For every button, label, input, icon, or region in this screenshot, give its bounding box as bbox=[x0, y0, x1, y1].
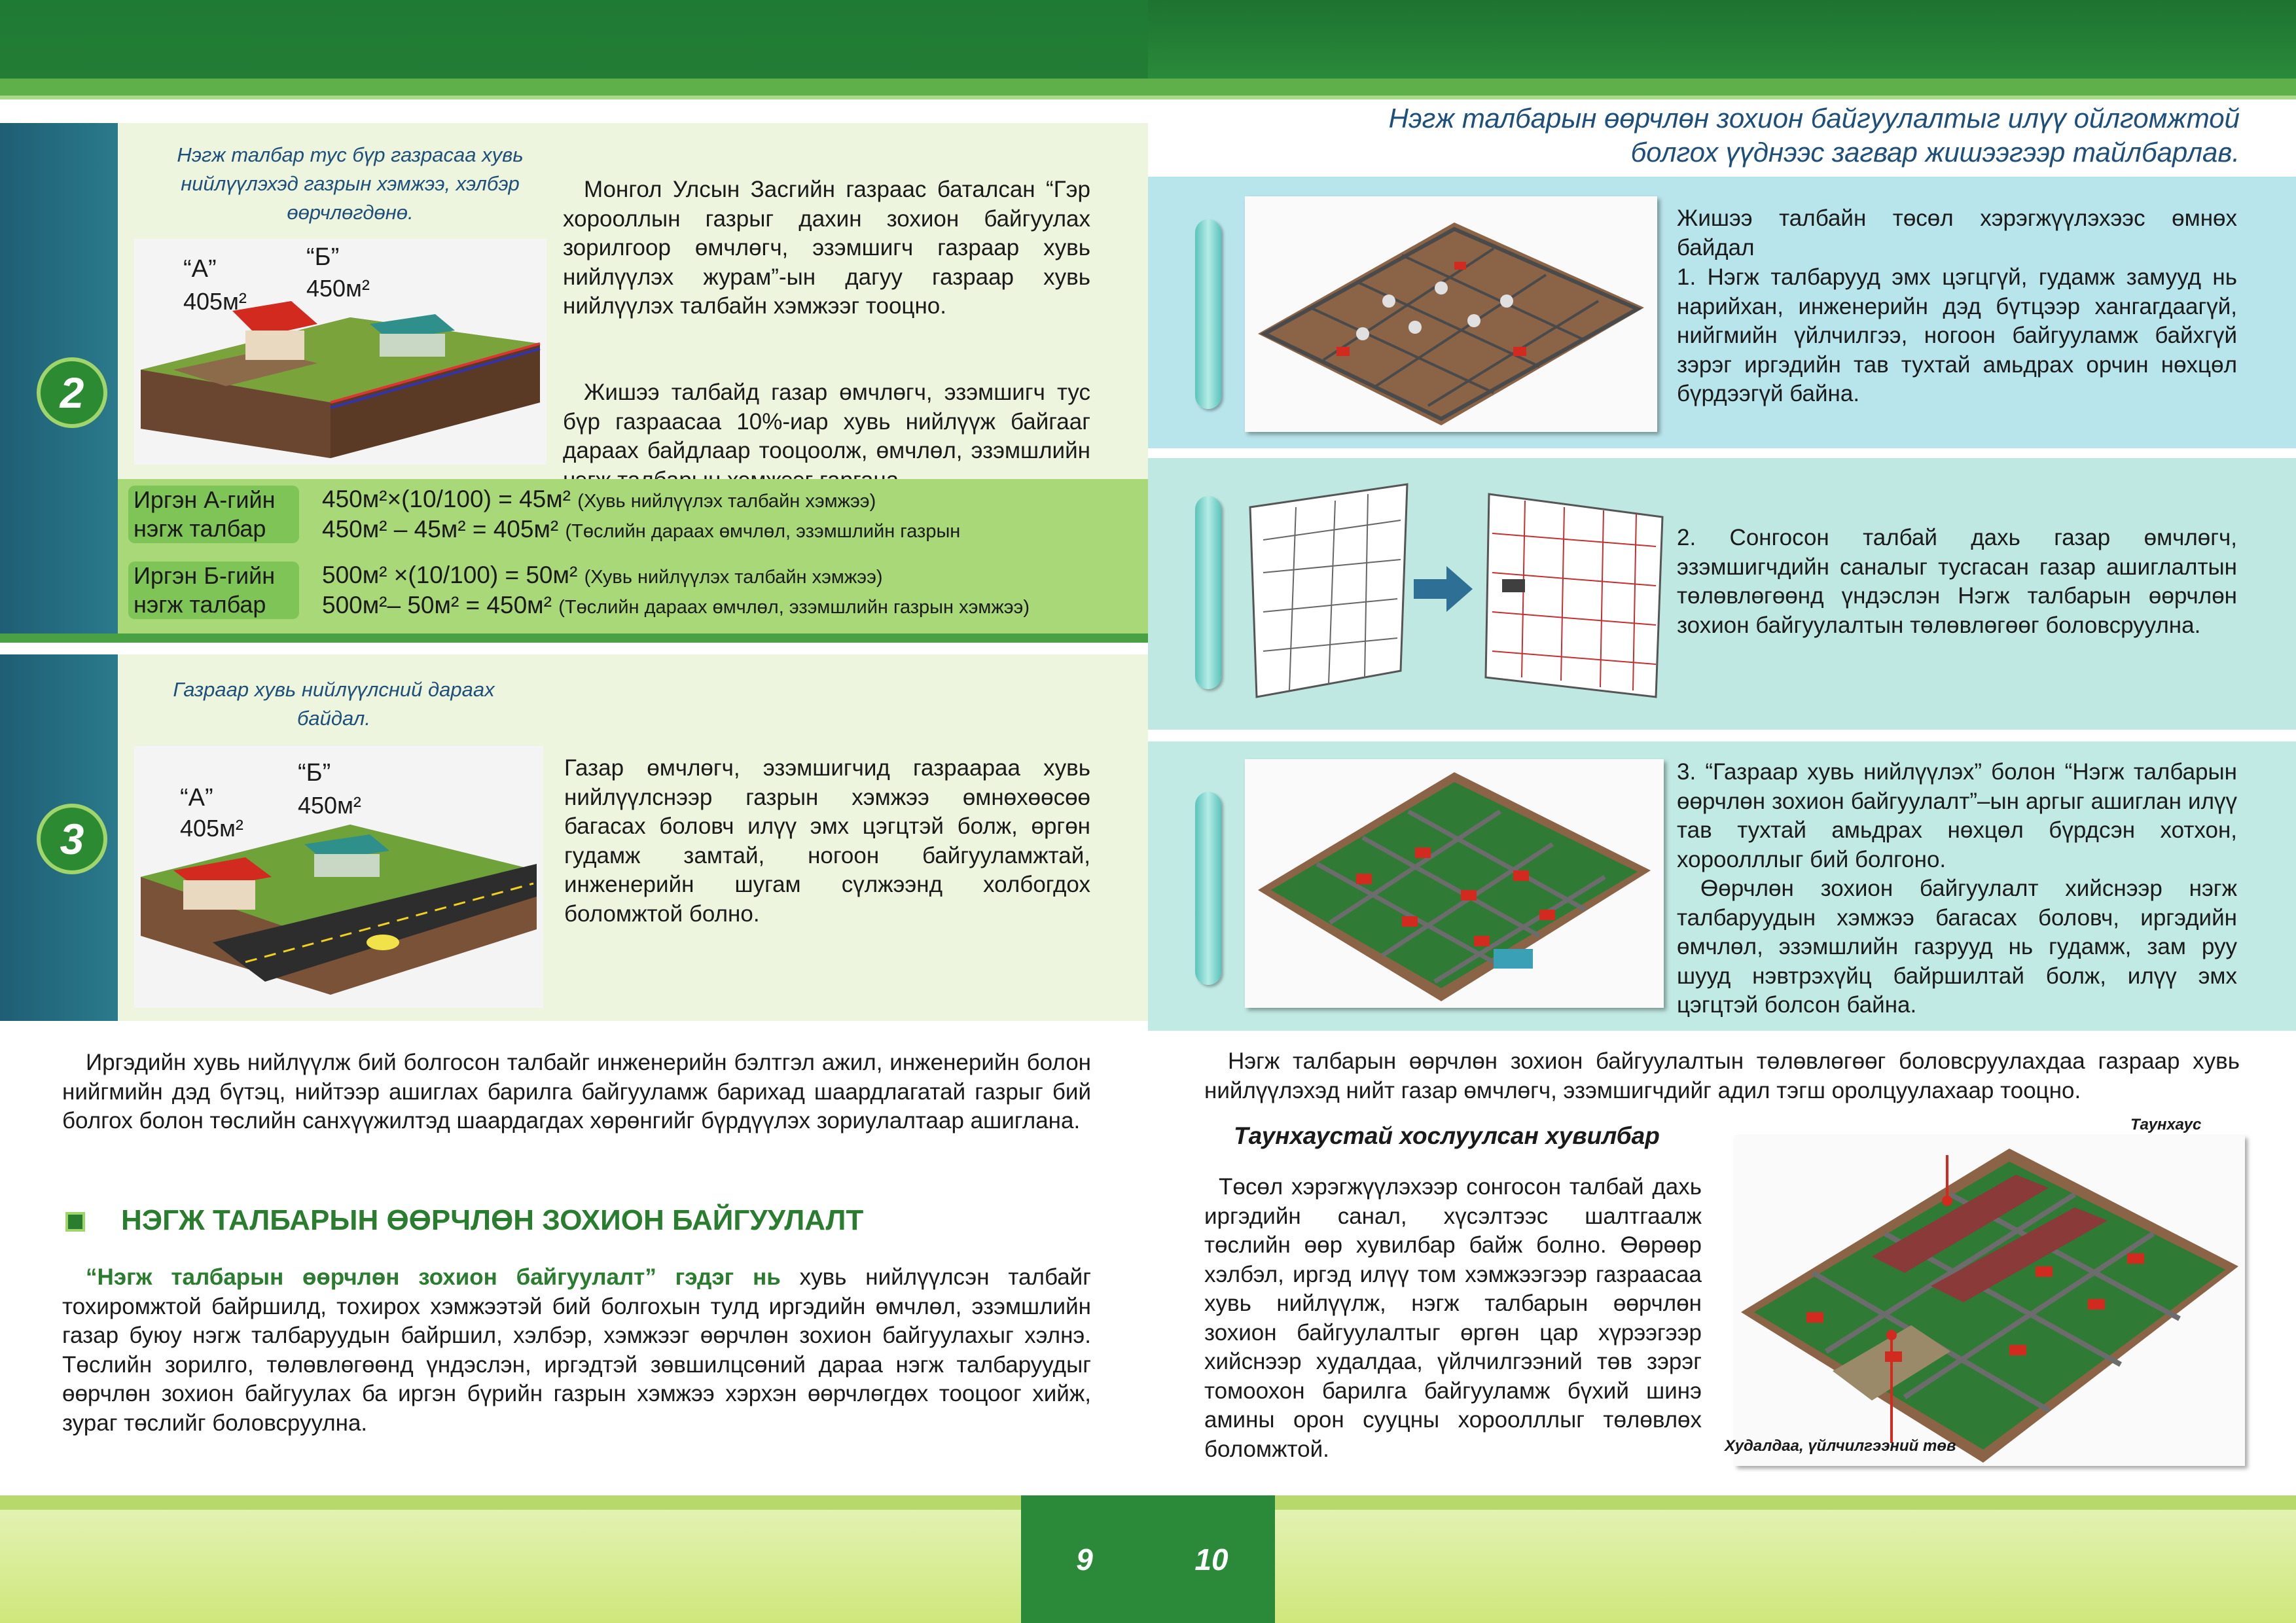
after-label-b: “Б” bbox=[298, 759, 331, 787]
top-accent-line bbox=[0, 79, 2296, 96]
definition-paragraph: “Нэгж талбарын өөрчлөн зохион байгуулалт” гэдэг нь хувь нийлүүлсэн талбайг тохиромжтой байршилд, тохирох хэмжээтэй бий болгохын тулд иргэдийн өмчлөл, эзэмшлийн газар буюу нэгж талбаруудын байршил, хэлбэр, хэмжээг өөрчлөн зохион байгуулахыг хэлнэ. Төслийн зорилго, төлөвлөгөөнд үндэслэн, иргэдтэй зөвшилцсөний дараа нэгж талбаруудыг өөрчлөн зохион байгуулах ба иргэн бүрийн газрын хэмжээ хэрхэн өөрчлөгдөх тооцоог хийж, зураг төслийг боловсруулна. bbox=[62, 1264, 1091, 1436]
step-3-text: 3. “Газраар хувь нийлүүлэх” болон “Нэгж талбарын өөрчлөн зохион байгуулалт”–ын аргыг ашиглан илүү тав тухтай амьдрах нөхцөл бүрдсэн хотхон, хороолллыг бий болгоно. bbox=[1677, 759, 2237, 872]
area-b: 450м² bbox=[306, 275, 370, 302]
after-label-a: “А” bbox=[180, 784, 213, 812]
section-2-paragraph-2: Жишээ талбайд газар өмчлөгч, эзэмшигч тус бүр газраасаа 10%-иар хувь нийлүүж байгааг дараах байдлаар тооцоолж, өмчлөл, эзэмшлийн bbox=[563, 380, 1090, 463]
step-1-title: Жишээ талбайн төсөл хэрэгжүүлэхээс өмнөх байдал bbox=[1677, 205, 2237, 260]
section-2-paragraph-1: Монгол Улсын Засгийн газраас баталсан “Гэр хорооллын газрыг дахин зохион байгуулах зорилгоор өмчлөгч, эзэмшигч газраар хувь нийлүүлэх журам”-ын дагуу газраар хувь нийлүүлэх талбайн хэмжээг тооцно. bbox=[563, 177, 1090, 319]
illustration-plan-transform bbox=[1244, 481, 1669, 710]
right-heading-line2: болгох үүднээс загвар жишээгээр тайлбарлав. bbox=[1630, 137, 2240, 168]
label-a: “А” bbox=[183, 255, 217, 283]
step-2-pill bbox=[1195, 496, 1221, 689]
section-divider bbox=[0, 633, 1148, 643]
townhouse-paragraph: Төсөл хэрэгжүүлэхээр сонгосон талбай дахь иргэдийн санал, хүсэлтээс шалтгаалж төслийн өөр хувилбар байж болно. Өөрөөр хэлбэл, иргэд илүү том хэмжээгээр газраасаа хувь нийлүүлж, нэгж талбарын өөрчлөн зохион байгуулалтыг өргөн цар хүрээгээр хийснээр худалдаа, үйлчилгээний төв зэрэг томоохон барилга байгууламж бүхий шинэ амины орон сууцны хороолллыг төлөвлөх боломжтой. bbox=[1204, 1174, 1702, 1462]
planning-paragraph: Нэгж талбарын өөрчлөн зохион байгуулалтын төлөвлөгөөг боловсруулахдаа газраар хувь нийлүүлэхэд нийт газар өмчлөгч, эзэмшигчдийг адил тэгш оролцуулахаар тооцно. bbox=[1204, 1048, 2240, 1103]
after-area-b: 450м² bbox=[298, 792, 361, 819]
section-3-paragraph: Газар өмчлөгч, эзэмшигчид газраараа хувь нийлүүлснээр газрын хэмжээ өмнөхөөсөө багасах боловч илүү эмх цэгцтэй болж, өргөн гудамж замтай, ногоон байгууламжтай, инженерийн шугам сүлжээнд холбогдох боломжтой болно. bbox=[564, 755, 1090, 927]
calc-row-b-line1: 500м² ×(10/100) = 50м² (Хувь нийлүүлэх талбайн хэмжээ) bbox=[322, 562, 883, 588]
after-area-a: 405м² bbox=[180, 815, 243, 842]
top-accent-line-light bbox=[0, 96, 2296, 99]
section-3-caption: Газраар хувь нийлүүлсний дараах байдал. bbox=[173, 678, 495, 730]
step-3-text-2: Өөрчлөн зохион байгуулалт хийснээр нэгж талбаруудын хэмжээ багасах боловч, иргэдийн өмчлөл, эзэмшлийн газрууд нь гудамж, зам руу шууд нэвтрэхүйц байршилтай болж, илүү эмх цэгцтэй болсон байна. bbox=[1677, 876, 2237, 1018]
step-1-text: 1. Нэгж талбарууд эмх цэгцгүй, гудамж замууд нь нарийхан, инженерийн дэд бүтцээр хангагдаагүй, нийгмийн үйлчилгээ, ногоон байгууламж байхгүй зэрэг иргэдийн тав тухтай амьдрах орчин нөхцөл бүрдээгүй байна. bbox=[1677, 264, 2237, 406]
area-a: 405м² bbox=[183, 288, 247, 315]
step-1-pill bbox=[1195, 219, 1221, 409]
calc-row-a-line1: 450м²×(10/100) = 45м² (Хувь нийлүүлэх талбайн хэмжээ) bbox=[322, 486, 876, 512]
top-band-right bbox=[1148, 0, 2296, 79]
label-b: “Б” bbox=[306, 243, 340, 271]
label-trade-center: Худалдаа, үйлчилгээний төв bbox=[1725, 1437, 1956, 1455]
section-bullet-icon bbox=[65, 1212, 85, 1232]
section-title: НЭГЖ ТАЛБАРЫН ӨӨРЧЛӨН ЗОХИОН БАЙГУУЛАЛТ bbox=[121, 1204, 864, 1236]
step-3-pill bbox=[1195, 792, 1221, 985]
section-2-caption: Нэгж талбар тус бүр газрасаа хувь нийлүүлэхэд газрын хэмжээ, хэлбэр өөрчлөгдөнө. bbox=[177, 143, 524, 224]
calc-row-a-label: Иргэн А-гийн нэгж талбар bbox=[128, 486, 299, 543]
step-2-text: 2. Сонгосон талбай дахь газар өмчлөгч, эзэмшигчдийн саналыг тусгасан газар ашиглалтын төлөвлөгөөнд үндэслэн Нэгж талбарын өөрчлөн зохион байгуулалтын төлөвлөгөөг боловсруулна. bbox=[1677, 525, 2237, 638]
illustration-site-before bbox=[1245, 196, 1657, 432]
section-3-number: 3 bbox=[37, 804, 107, 874]
page-number-left: 9 bbox=[1021, 1495, 1148, 1623]
right-heading-line1: Нэгж талбарын өөрчлөн зохион байгуулалтыг илүү ойлгомжтой bbox=[1388, 103, 2240, 134]
label-townhouse: Таунхаус bbox=[2130, 1116, 2202, 1133]
townhouse-title: Таунхаустай хослуулсан хувилбар bbox=[1234, 1122, 1660, 1149]
illustration-site-after bbox=[1245, 759, 1664, 1008]
section-2-number: 2 bbox=[37, 357, 107, 428]
page-number-right: 10 bbox=[1148, 1495, 1275, 1623]
illustration-townhouse-variant bbox=[1734, 1135, 2245, 1466]
calc-row-a-line2: 450м² – 45м² = 405м² (Төслийн дараах өмчлөл, эзэмшлийн газрын bbox=[322, 516, 961, 543]
calc-row-b-label: Иргэн Б-гийн нэгж талбар bbox=[128, 562, 299, 619]
after-paragraph: Иргэдийн хувь нийлүүлж бий болгосон талбайг инженерийн бэлтгэл ажил, инженерийн болон нийгмийн дэд бүтэц, нийтээр ашиглах барилга байгууламж барихад шаардлагатай газрыг бий болгох болон төслийн санхүүжилтэд шаардагдах хөрөнгийг бүрдүүлэх зориулалтаар ашиглана. bbox=[62, 1050, 1091, 1133]
calc-row-b-line2: 500м²– 50м² = 450м² (Төслийн дараах өмчлөл, эзэмшлийн газрын хэмжээ) bbox=[322, 592, 1030, 618]
